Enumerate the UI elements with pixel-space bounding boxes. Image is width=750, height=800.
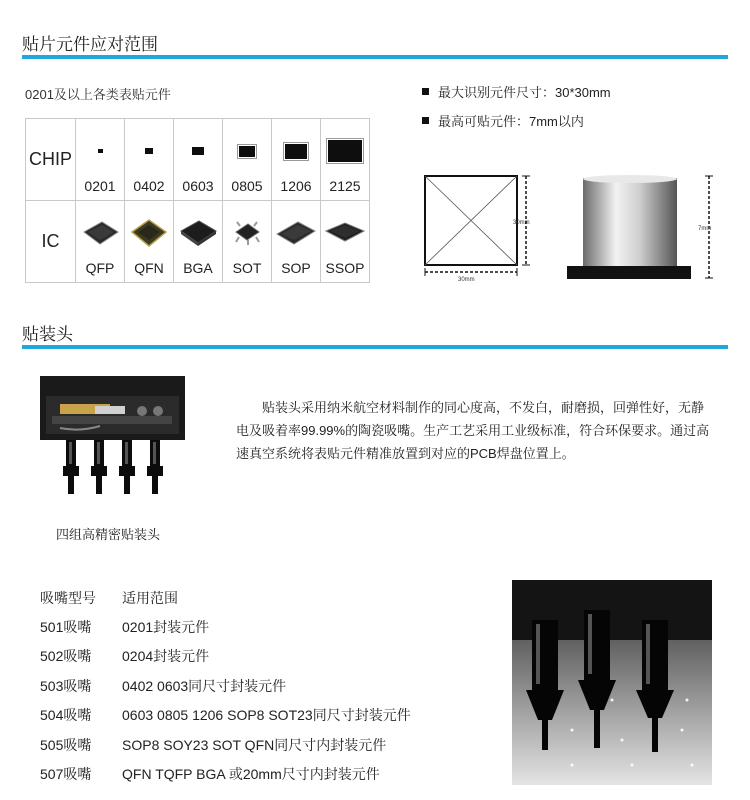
nozzle-table bbox=[40, 583, 411, 789]
chip-component-icon bbox=[285, 144, 307, 159]
nozzle-model: 507吸嘴 bbox=[40, 766, 92, 783]
chip-component-icon bbox=[239, 146, 255, 157]
chip-component-icon bbox=[328, 140, 362, 162]
chip-cell bbox=[125, 119, 174, 201]
nozzle-range: 0603 0805 1206 SOP8 SOT23同尺寸封装元件 bbox=[122, 707, 411, 724]
qfn-package-icon bbox=[129, 217, 169, 249]
ic-cell bbox=[125, 201, 174, 283]
nozzle-range: 0204封装元件 bbox=[122, 648, 210, 665]
ssop-package-icon bbox=[323, 220, 367, 246]
chip-size-label: 1206 bbox=[280, 178, 312, 194]
square-bullet-icon bbox=[422, 117, 429, 124]
ic-package-label: QFP bbox=[85, 260, 115, 276]
ic-package-label: SOT bbox=[232, 260, 262, 276]
chip-size-label: 0201 bbox=[84, 178, 116, 194]
nozzle-model: 501吸嘴 bbox=[40, 619, 92, 636]
ic-row-label: IC bbox=[26, 201, 76, 283]
diagram-width-label: 30mm bbox=[458, 277, 475, 283]
chip-row bbox=[26, 119, 370, 201]
parts-table bbox=[25, 118, 370, 283]
chip-cell bbox=[223, 119, 272, 201]
ic-cell bbox=[76, 201, 125, 283]
nozzle-range-header: 适用范围 bbox=[122, 589, 178, 606]
nozzle-row bbox=[40, 612, 411, 641]
spec-max-height: 最高可贴元件：7mm以内 bbox=[438, 114, 584, 129]
spec-item bbox=[422, 82, 611, 101]
chip-component-icon bbox=[145, 148, 153, 154]
chip-cell bbox=[272, 119, 321, 201]
nozzle-row bbox=[40, 701, 411, 730]
ic-cell bbox=[174, 201, 223, 283]
placement-head-description: 贴装头采用纳米航空材料制作的同心度高，不发白，耐磨损，回弹性好，无静电及吸着率99.99%的陶瓷吸嘴。生产工艺采用工业级标准，符合环保要求。通过高速真空系统将表贴元件精准放置到对应的PCB焊盘位置上。 bbox=[236, 400, 710, 461]
chip-row-label: CHIP bbox=[26, 119, 76, 201]
chip-size-label: 2125 bbox=[329, 178, 361, 194]
spec-list bbox=[422, 82, 611, 140]
chip-size-label: 0805 bbox=[231, 178, 263, 194]
nozzle-range: SOP8 SOY23 SOT QFN同尺寸内封装元件 bbox=[122, 736, 387, 753]
diagram-component-height-label: 7mm bbox=[698, 226, 712, 232]
ic-cell bbox=[223, 201, 272, 283]
chip-size-label: 0603 bbox=[182, 178, 214, 194]
nozzle-model: 504吸嘴 bbox=[40, 707, 92, 724]
chip-component-icon bbox=[98, 149, 103, 153]
chip-cell bbox=[174, 119, 223, 201]
spec-max-recognition: 最大识别元件尺寸：30*30mm bbox=[438, 85, 611, 100]
nozzle-row bbox=[40, 671, 411, 700]
chip-size-label: 0402 bbox=[133, 178, 165, 194]
nozzle-row bbox=[40, 730, 411, 759]
ic-package-label: BGA bbox=[183, 260, 213, 276]
nozzle-range: 0402 0603同尺寸封装元件 bbox=[122, 677, 287, 694]
section-title-placement-head: 贴装头 bbox=[22, 325, 73, 344]
diagram-height-label: 30mm bbox=[513, 220, 530, 226]
placement-head-caption: 四组高精密贴装头 bbox=[56, 527, 161, 542]
nozzle-row bbox=[40, 642, 411, 671]
ic-row bbox=[26, 201, 370, 283]
sot-package-icon bbox=[230, 218, 264, 248]
qfp-package-icon bbox=[80, 218, 120, 248]
spec-item bbox=[422, 111, 611, 130]
nozzle-model: 505吸嘴 bbox=[40, 736, 92, 753]
ic-package-label: SSOP bbox=[325, 260, 365, 276]
sop-package-icon bbox=[274, 219, 318, 247]
nozzle-model: 503吸嘴 bbox=[40, 677, 92, 694]
section-divider bbox=[22, 55, 728, 59]
nozzle-header-row bbox=[40, 583, 411, 612]
ic-package-label: SOP bbox=[281, 260, 311, 276]
nozzle-row bbox=[40, 759, 411, 788]
nozzle-range: 0201封装元件 bbox=[122, 619, 210, 636]
bga-package-icon bbox=[178, 218, 218, 248]
nozzle-model: 502吸嘴 bbox=[40, 648, 92, 665]
square-bullet-icon bbox=[422, 88, 429, 95]
chip-cell bbox=[76, 119, 125, 201]
nozzle-model-header: 吸嘴型号 bbox=[40, 589, 96, 606]
placement-head-image bbox=[40, 376, 185, 501]
nozzle-range: QFN TQFP BGA 或20mm尺寸内封装元件 bbox=[122, 766, 380, 783]
ic-package-label: QFN bbox=[134, 260, 164, 276]
nozzle-closeup-photo bbox=[512, 580, 712, 785]
ic-cell bbox=[321, 201, 370, 283]
chip-component-icon bbox=[192, 147, 204, 155]
ic-cell bbox=[272, 201, 321, 283]
size-diagram bbox=[418, 168, 718, 283]
section-divider bbox=[22, 345, 728, 349]
parts-intro: 0201及以上各类表贴元件 bbox=[25, 87, 171, 102]
section-title-components: 贴片元件应对范围 bbox=[22, 35, 158, 54]
chip-cell bbox=[321, 119, 370, 201]
